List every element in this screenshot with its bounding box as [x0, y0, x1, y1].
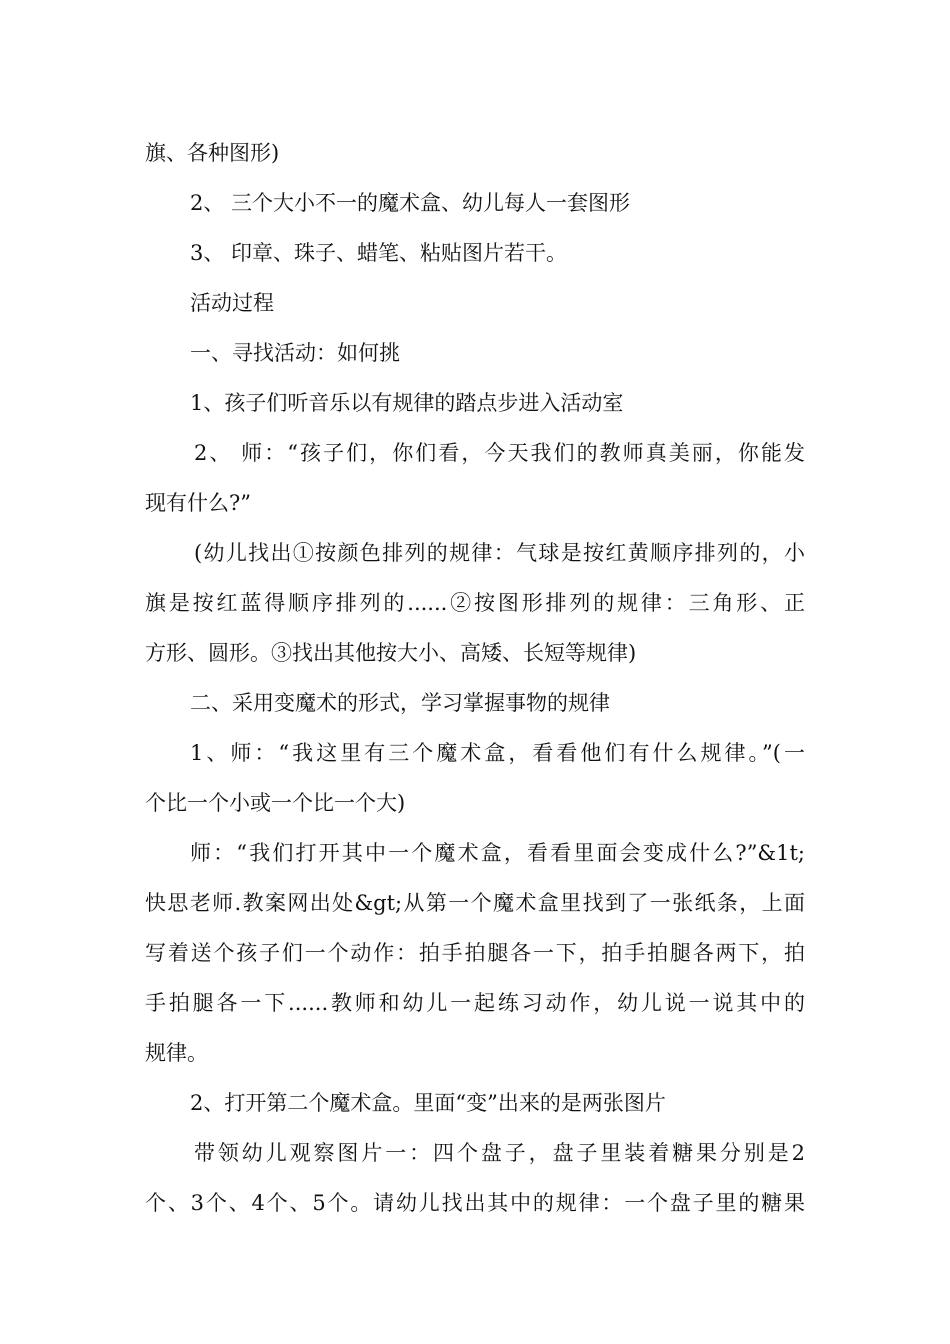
section-heading: 一、寻找活动：如何挑 [190, 341, 400, 365]
text-line: 个、3个、4个、5个。请幼儿找出其中的规律：一个盘子里的糖果 [145, 1191, 805, 1215]
document-body [145, 128, 805, 1228]
text-line: 手拍腿各一下......教师和幼儿一起练习动作，幼儿说一说其中的 [145, 991, 805, 1015]
text-line: 快思老师.教案网出处&gt;从第一个魔术盒里找到了一张纸条，上面 [145, 891, 805, 915]
text-line: 带领幼儿观察图片一：四个盘子，盘子里装着糖果分别是2 [194, 1141, 805, 1165]
text-line: 规律。 [145, 1041, 208, 1065]
text-line: 1、师：“我这里有三个魔术盒，看看他们有什么规律。”(一 [190, 741, 805, 765]
text-line: 2、 师：“孩子们，你们看，今天我们的教师真美丽，你能发 [194, 441, 805, 465]
text-line: 写着送个孩子们一个动作：拍手拍腿各一下，拍手拍腿各两下，拍 [145, 941, 805, 965]
text-line: 1、孩子们听音乐以有规律的踏点步进入活动室 [190, 391, 624, 415]
text-line: 现有什么?” [145, 491, 251, 515]
text-line: 旗是按红蓝得顺序排列的......②按图形排列的规律：三角形、正 [145, 591, 805, 615]
text-line: 师：“我们打开其中一个魔术盒，看看里面会变成什么?”&1t; [190, 841, 805, 865]
section-heading: 活动过程 [190, 291, 274, 315]
text-line: (幼儿找出①按颜色排列的规律：气球是按红黄顺序排列的，小 [194, 541, 805, 565]
text-line: 2、 三个大小不一的魔术盒、幼儿每人一套图形 [190, 191, 631, 215]
text-line: 方形、圆形。③找出其他按大小、高矮、长短等规律) [145, 641, 637, 665]
text-line: 3、 印章、珠子、蜡笔、粘贴图片若干。 [190, 241, 568, 265]
section-heading: 二、采用变魔术的形式，学习掌握事物的规律 [190, 691, 610, 715]
text-line: 旗、各种图形) [145, 141, 280, 165]
text-line: 2、打开第二个魔术盒。里面“变”出来的是两张图片 [190, 1091, 666, 1115]
text-line: 个比一个小或一个比一个大) [145, 791, 406, 815]
